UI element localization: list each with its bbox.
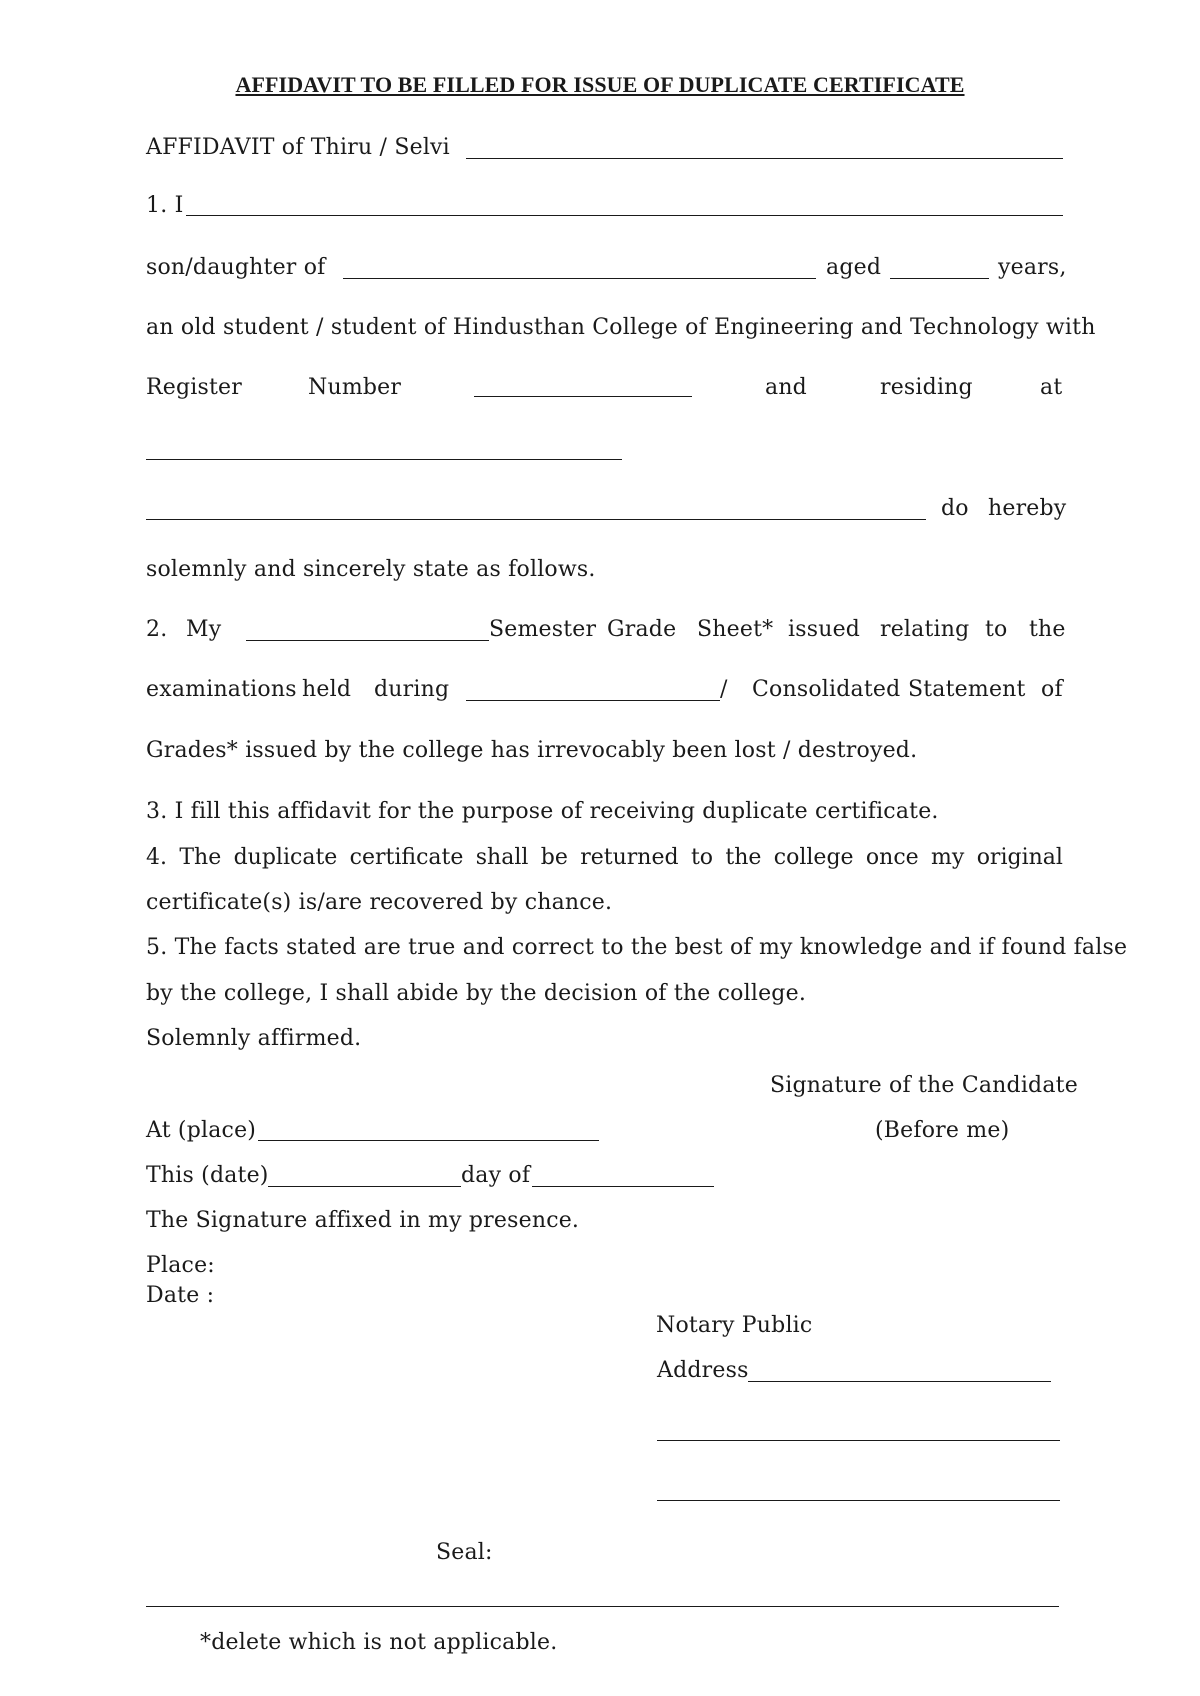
- para4-word: returned: [580, 845, 679, 870]
- to-label: to: [985, 617, 1008, 642]
- para4-word: 4.: [146, 845, 167, 870]
- during-label: during: [374, 677, 450, 702]
- register-label: Register: [146, 375, 242, 400]
- para4-word: be: [540, 845, 568, 870]
- semester-label: Semester: [489, 617, 597, 642]
- para1-prefix: 1. I: [146, 193, 184, 218]
- seal-label: Seal:: [436, 1540, 493, 1565]
- notary-public-label: Notary Public: [656, 1313, 813, 1338]
- before-me-label: (Before me): [875, 1118, 1010, 1143]
- para5-line1: 5. The facts stated are true and correct to the best of my knowledge and if found false: [146, 935, 1128, 960]
- footer-divider: [146, 1606, 1059, 1607]
- para4-word: original: [976, 845, 1063, 870]
- para4-word: once: [865, 845, 919, 870]
- consolidated-label: Consolidated: [752, 677, 901, 702]
- the-label: the: [1029, 617, 1066, 642]
- examinations-label: examinations: [146, 677, 297, 702]
- para2-prefix: 2.: [146, 617, 168, 642]
- place-label: Place:: [146, 1253, 215, 1278]
- do-label: do: [941, 496, 969, 521]
- candidate-name-field[interactable]: [466, 158, 1063, 159]
- day-of-label: day of: [461, 1163, 531, 1188]
- slash-label: /: [720, 677, 728, 702]
- this-date-label: This (date): [146, 1163, 269, 1188]
- residing-label: residing: [880, 375, 973, 400]
- grade-label: Grade: [607, 617, 677, 642]
- number-label: Number: [308, 375, 402, 400]
- at-label: at: [1040, 375, 1063, 400]
- issued-label: issued: [788, 617, 861, 642]
- para5-line2: by the college, I shall abide by the decision of the college.: [146, 981, 807, 1006]
- my-label: My: [186, 617, 222, 642]
- and-label: and: [765, 375, 807, 400]
- affidavit-of-label: AFFIDAVIT of Thiru / Selvi: [146, 135, 450, 160]
- solemnly-line: solemnly and sincerely state as follows.: [146, 557, 596, 582]
- address-field-1[interactable]: [146, 459, 622, 460]
- at-place-label: At (place): [146, 1118, 257, 1143]
- notary-address-field-1[interactable]: [748, 1381, 1051, 1382]
- address-label: Address: [657, 1358, 749, 1383]
- place-field[interactable]: [258, 1140, 599, 1141]
- para4-line2: certificate(s) is/are recovered by chance.: [146, 890, 613, 915]
- para4-word: the: [725, 845, 762, 870]
- semester-field[interactable]: [246, 640, 489, 641]
- month-field[interactable]: [532, 1186, 714, 1187]
- parent-name-field[interactable]: [343, 278, 816, 279]
- name-field[interactable]: [186, 215, 1063, 216]
- address-field-2[interactable]: [146, 519, 926, 520]
- relating-label: relating: [880, 617, 970, 642]
- para4-word: shall: [475, 845, 529, 870]
- notary-address-field-3[interactable]: [657, 1500, 1060, 1501]
- years-label: years,: [998, 255, 1067, 280]
- para4-word: duplicate: [233, 845, 338, 870]
- aged-label: aged: [826, 255, 882, 280]
- old-student-line: an old student / student of Hindusthan College of Engineering and Technology with: [146, 315, 1096, 340]
- register-number-field[interactable]: [474, 396, 692, 397]
- solemnly-affirmed: Solemnly affirmed.: [146, 1026, 362, 1051]
- para4-word: my: [931, 845, 965, 870]
- para2-line3: Grades* issued by the college has irrevocably been lost / destroyed.: [146, 738, 918, 763]
- sheet-label: Sheet*: [697, 617, 774, 642]
- exam-period-field[interactable]: [466, 700, 720, 701]
- date-field[interactable]: [268, 1186, 461, 1187]
- age-field[interactable]: [890, 278, 989, 279]
- date-label: Date :: [146, 1283, 215, 1308]
- son-daughter-label: son/daughter of: [146, 255, 326, 280]
- para4-word: The: [179, 845, 222, 870]
- para3: 3. I fill this affidavit for the purpose of receiving duplicate certificate.: [146, 799, 939, 824]
- para4-word: college: [773, 845, 854, 870]
- held-label: held: [302, 677, 352, 702]
- para4-line1: [146, 845, 1063, 871]
- of-label: of: [1041, 677, 1063, 702]
- hereby-label: hereby: [988, 496, 1067, 521]
- para4-word: certificate: [349, 845, 464, 870]
- footnote: *delete which is not applicable.: [200, 1630, 558, 1655]
- statement-label: Statement: [908, 677, 1026, 702]
- signature-affixed-line: The Signature affixed in my presence.: [146, 1208, 580, 1233]
- notary-address-field-2[interactable]: [657, 1440, 1060, 1441]
- para4-word: to: [690, 845, 714, 870]
- document-title: AFFIDAVIT TO BE FILLED FOR ISSUE OF DUPLICATE CERTIFICATE: [235, 72, 965, 97]
- signature-of-candidate: Signature of the Candidate: [770, 1073, 1078, 1098]
